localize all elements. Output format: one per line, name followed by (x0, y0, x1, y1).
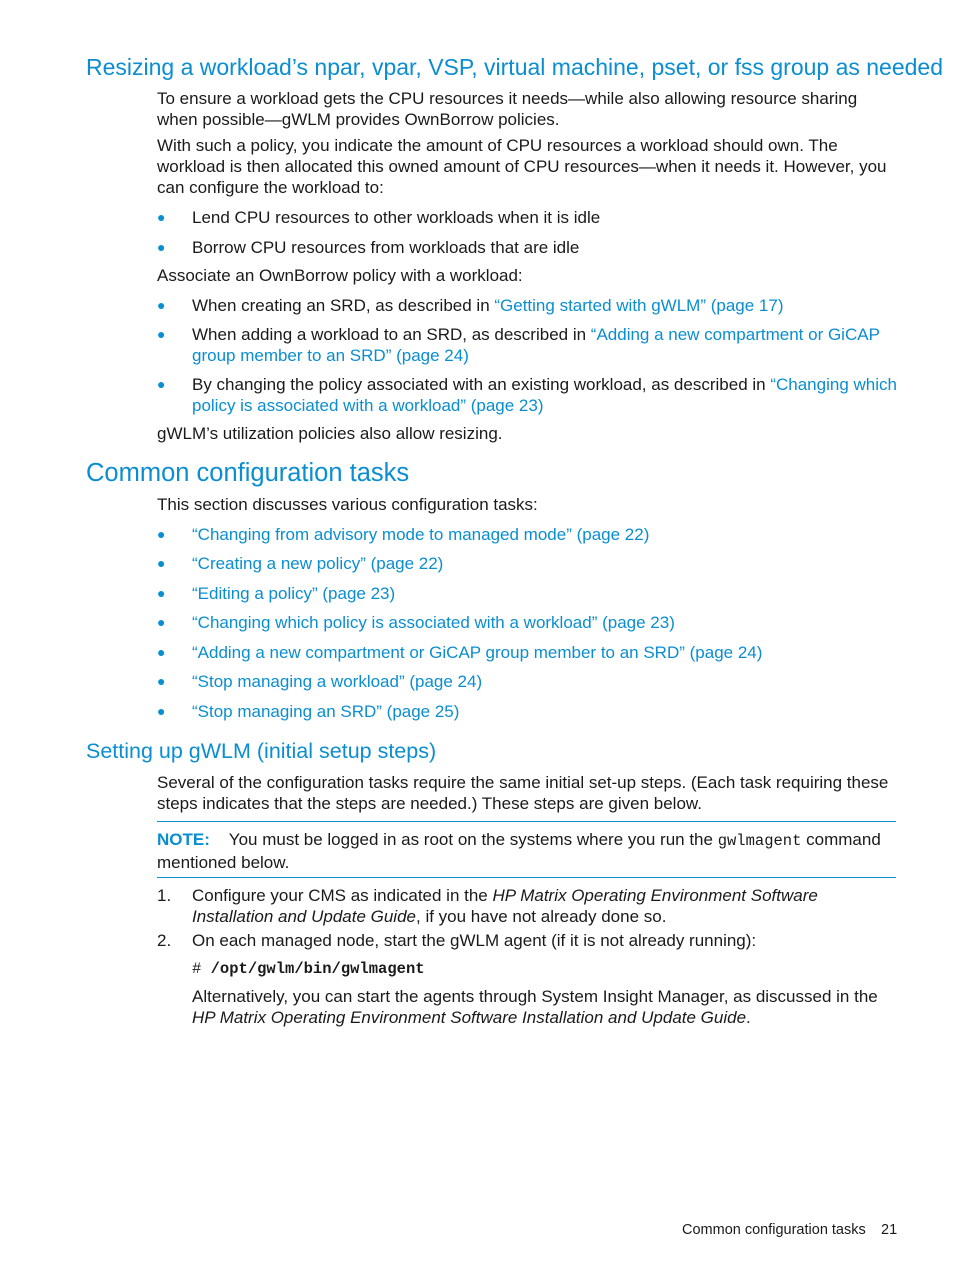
note-bottom-divider (157, 877, 896, 878)
note-label: NOTE: (157, 830, 210, 849)
link-task-adding-compartment[interactable]: “Adding a new compartment or GiCAP group member to an SRD” (page 24) (192, 643, 763, 662)
bullet-icon: ● (157, 326, 166, 342)
command-name: gwlmagent (717, 832, 802, 850)
step-number: 1. (157, 886, 172, 905)
list-item-text: When adding a workload to an SRD, as described in “Adding a new compartment or GiCAP group member to an SRD” (page 24) (192, 325, 880, 365)
list-item-text: Borrow CPU resources from workloads that are idle (192, 238, 580, 257)
step-text: On each managed node, start the gWLM agent (if it is not already running): (192, 931, 757, 950)
bullet-icon: ● (157, 376, 166, 392)
bullet-icon: ● (157, 239, 166, 255)
link-task-advisory-mode[interactable]: “Changing from advisory mode to managed mode” (page 22) (192, 525, 650, 544)
bullet-icon: ● (157, 703, 166, 719)
note-top-divider (157, 821, 896, 822)
paragraph-associate-policy: Associate an OwnBorrow policy with a workload: (157, 266, 523, 285)
bullet-icon: ● (157, 297, 166, 313)
step-number: 2. (157, 931, 172, 950)
note-box: NOTE: You must be logged in as root on the systems where you run the gwlmagent command mentioned below. (157, 830, 881, 872)
footer-page-number: 21 (881, 1222, 898, 1238)
link-task-changing-policy[interactable]: “Changing which policy is associated with a workload” (page 23) (192, 613, 675, 632)
paragraph-ownborrow-intro: To ensure a workload gets the CPU resources it needs—while also allowing resource sharing when possible—gWLM provides OwnBorrow policies. (157, 89, 858, 129)
bullet-icon: ● (157, 644, 166, 660)
link-task-editing-policy[interactable]: “Editing a policy” (page 23) (192, 584, 396, 603)
paragraph-alternative: Alternatively, you can start the agents through System Insight Manager, as discussed in the HP Matrix Operating Environment Software Installation and Update Guide. (192, 987, 878, 1027)
link-task-new-policy[interactable]: “Creating a new policy” (page 22) (192, 554, 444, 573)
section-heading-setting-up: Setting up gWLM (initial setup steps) (86, 739, 437, 763)
link-getting-started[interactable]: “Getting started with gWLM” (page 17) (494, 296, 784, 315)
link-changing-policy[interactable]: “Changing which policy is associated with a workload” (page 23) (192, 375, 897, 415)
bullet-icon: ● (157, 585, 166, 601)
section-heading-resizing: Resizing a workload’s npar, vpar, VSP, virtual machine, pset, or fss group as needed (86, 54, 944, 80)
section-heading-common-tasks: Common configuration tasks (86, 459, 410, 487)
bullet-icon: ● (157, 526, 166, 542)
paragraph-utilization-policies: gWLM’s utilization policies also allow resizing. (157, 424, 503, 443)
step-text: Configure your CMS as indicated in the HP Matrix Operating Environment Software Installation and Update Guide, if you have not already done so. (192, 886, 818, 926)
paragraph-tasks-intro: This section discusses various configuration tasks: (157, 495, 538, 514)
link-task-stop-workload[interactable]: “Stop managing a workload” (page 24) (192, 672, 483, 691)
code-example: # /opt/gwlm/bin/gwlmagent (192, 960, 425, 978)
paragraph-setup-intro: Several of the configuration tasks require the same initial set-up steps. (Each task requiring these steps indicates that the steps are needed.) These steps are given below. (157, 773, 889, 813)
bullet-icon: ● (157, 673, 166, 689)
list-item-text: By changing the policy associated with an existing workload, as described in “Changing which policy is associated with a workload” (page 23) (192, 375, 897, 415)
link-adding-compartment[interactable]: “Adding a new compartment or GiCAP group member to an SRD” (page 24) (192, 325, 880, 365)
list-item-text: Lend CPU resources to other workloads when it is idle (192, 208, 601, 227)
link-task-stop-srd[interactable]: “Stop managing an SRD” (page 25) (192, 702, 460, 721)
bullet-icon: ● (157, 614, 166, 630)
paragraph-policy-description: With such a policy, you indicate the amount of CPU resources a workload should own. The workload is then allocated this owned amount of CPU resources—when it needs it. However, you can configure the workload to: (157, 136, 887, 197)
footer-section-title: Common configuration tasks (682, 1222, 866, 1238)
bullet-icon: ● (157, 555, 166, 571)
bullet-icon: ● (157, 209, 166, 225)
list-item-text: When creating an SRD, as described in “Getting started with gWLM” (page 17) (192, 296, 784, 315)
